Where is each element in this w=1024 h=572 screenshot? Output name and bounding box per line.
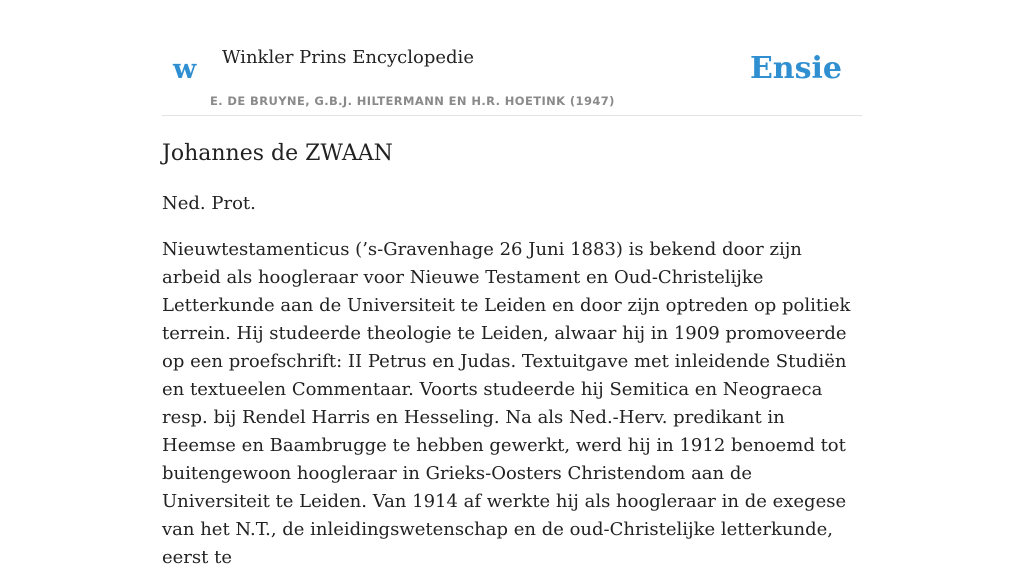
article-subtitle: Ned. Prot. <box>162 193 256 214</box>
site-header <box>162 0 862 116</box>
winkler-prins-logo[interactable]: w <box>173 54 197 85</box>
site-title[interactable]: Winkler Prins Encyclopedie <box>222 47 474 68</box>
article-body: Nieuwtestamenticus (’s-Gravenhage 26 Juni 1883) is bekend door zijn arbeid als hoogleraar voor Nieuwe Testament en Oud-Christelijke Letterkunde aan de Universiteit te Leiden en door zijn optreden op politiek terrein. Hij studeerde theologie te Leiden, alwaar hij in 1909 promoveerde op een proefschrift: II Petrus en Judas. Textuitgave met inleidende Studiën en textueelen Commentaar. Voorts studeerde hij Semitica en Neograeca resp. bij Rendel Harris en Hesseling. Na als Ned.-Herv. predikant in Heemse en Baambrugge te hebben gewerkt, werd hij in 1912 benoemd tot buitengewoon hoogleraar in Grieks-Oosters Christendom aan de Universiteit te Leiden. Van 1914 af werkte hij als hoogleraar in de exegese van het N.T., de inleidingswetenschap en de oud-Christelijke letterkunde, eerst te <box>162 239 851 568</box>
site-subtitle: E. DE BRUYNE, G.B.J. HILTERMANN EN H.R. HOETINK (1947) <box>210 94 615 108</box>
article <box>162 138 862 572</box>
article-title: Johannes de ZWAAN <box>162 141 393 166</box>
ensie-logo[interactable]: Ensie <box>749 51 842 86</box>
